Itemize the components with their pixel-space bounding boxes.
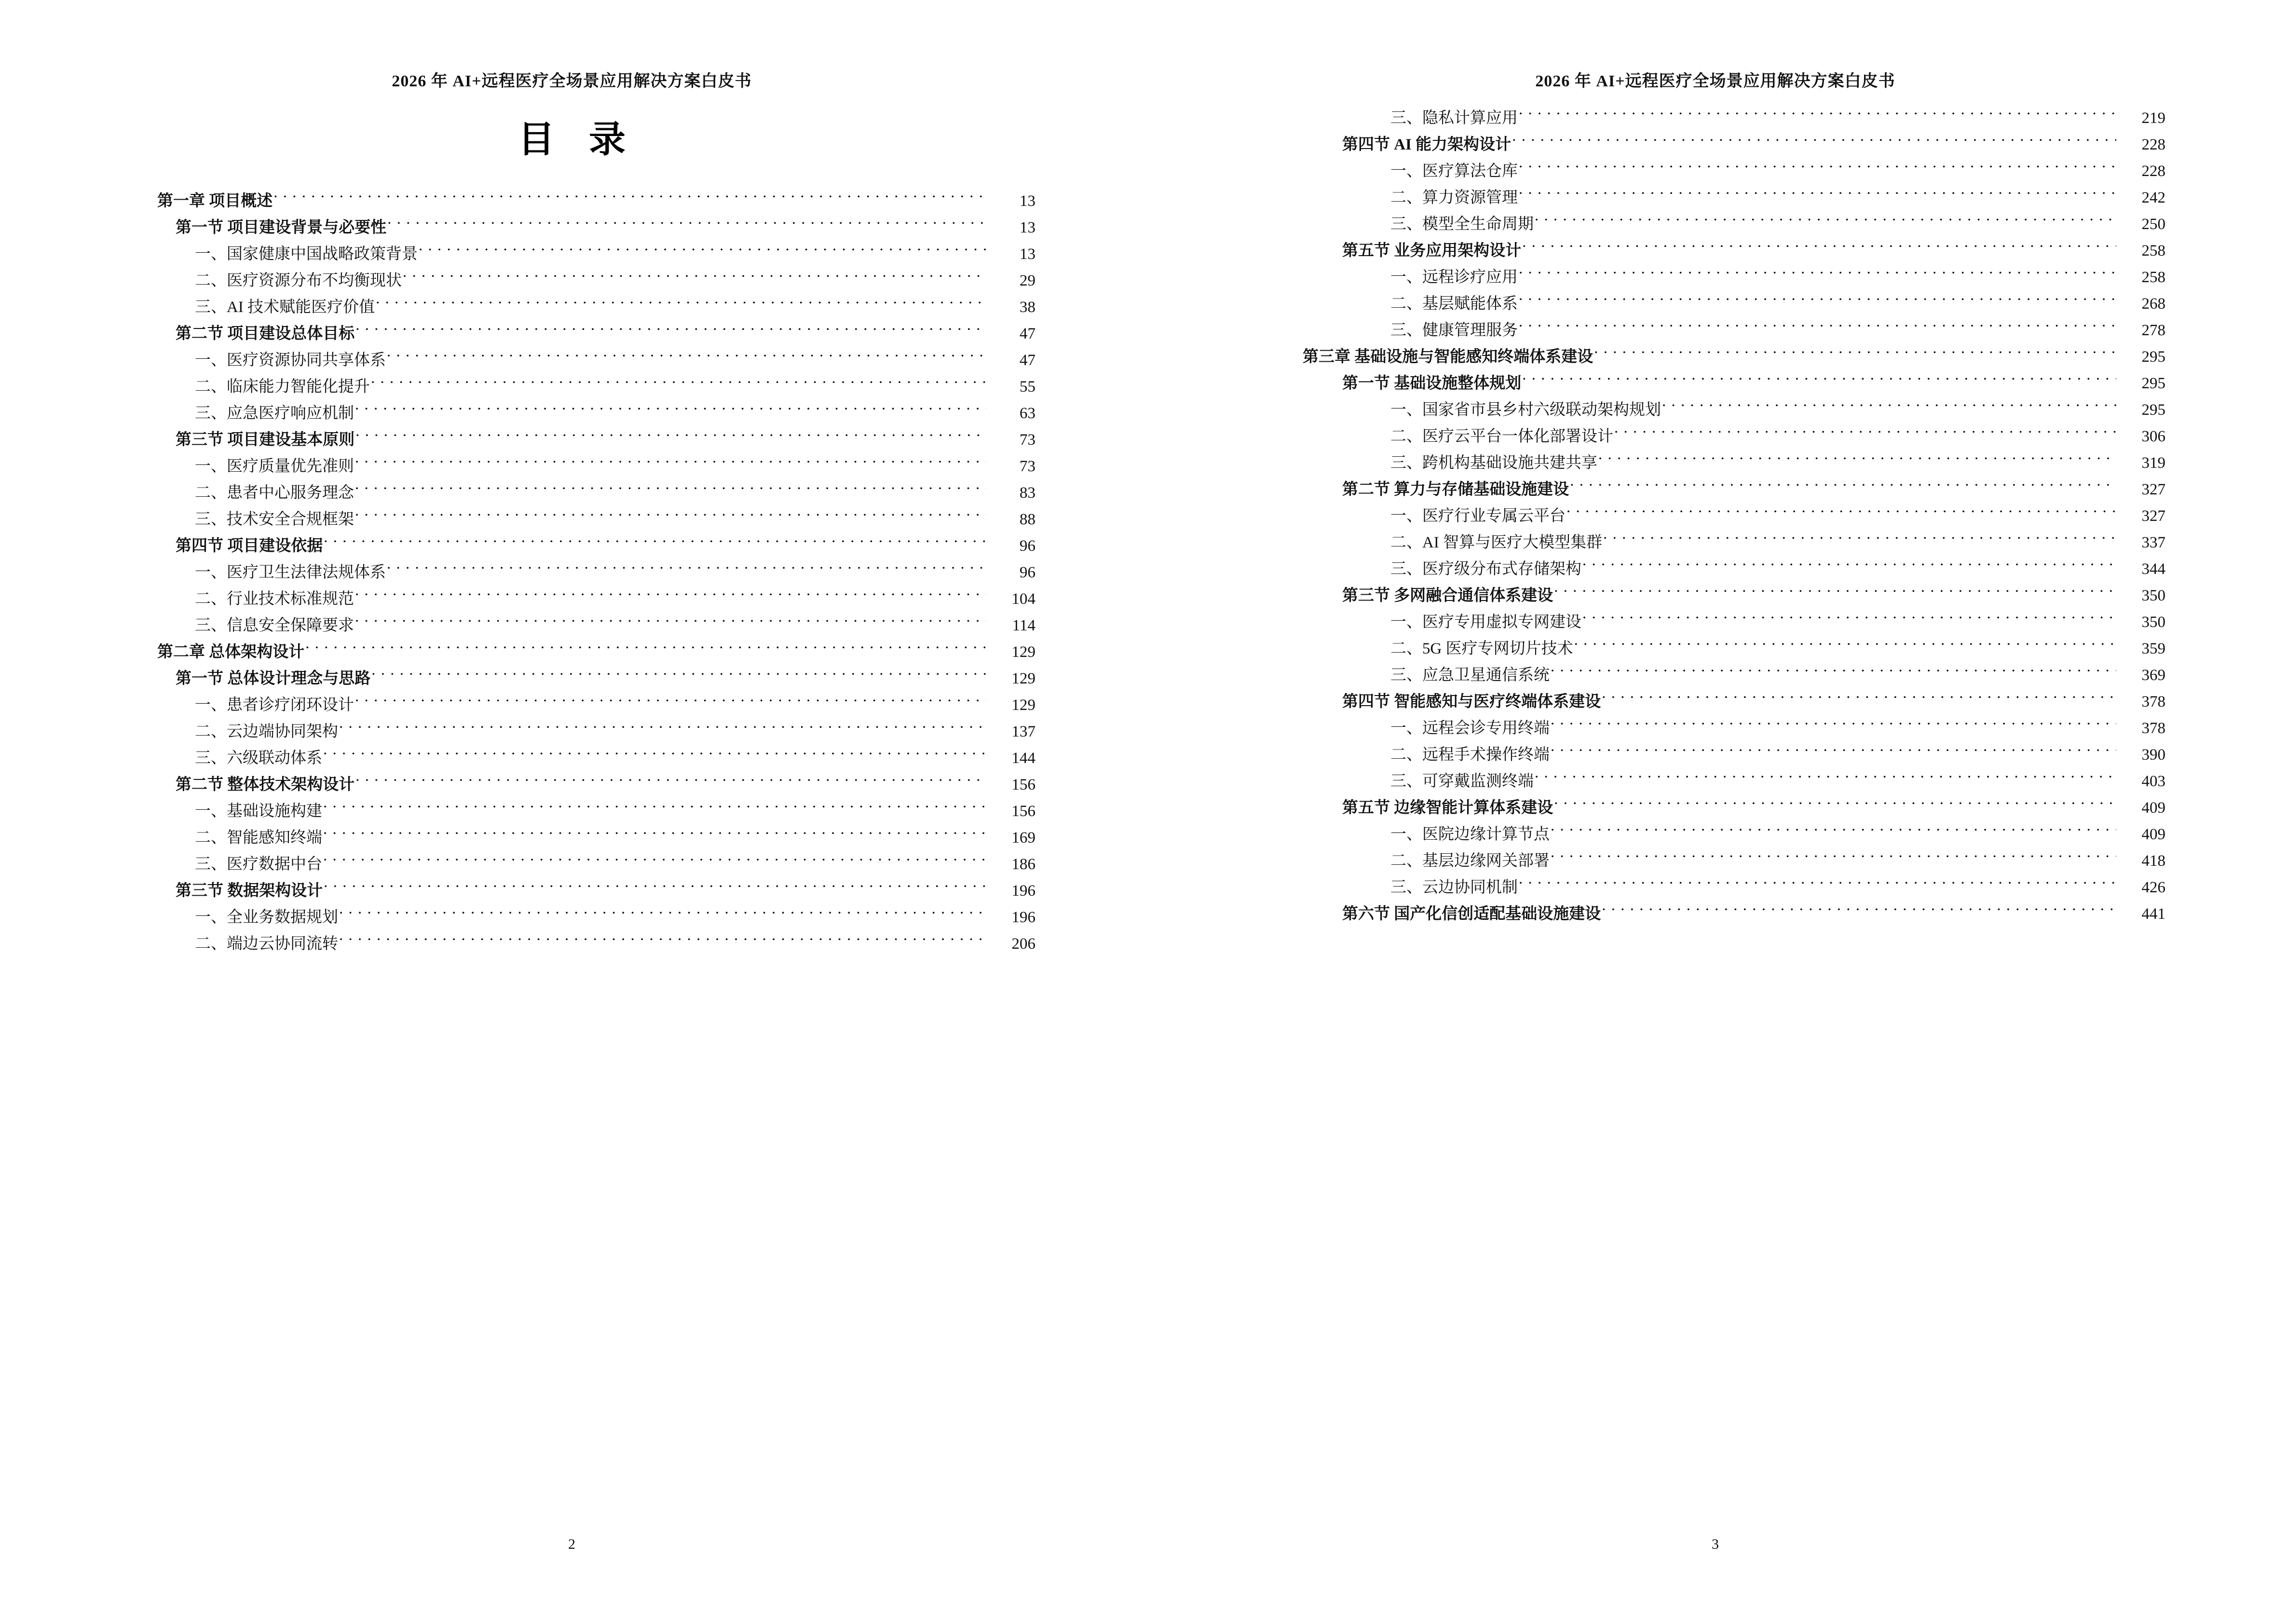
dot-leader — [355, 471, 986, 498]
toc-entry[interactable] — [1144, 760, 2287, 790]
toc-entry[interactable] — [1144, 150, 2287, 180]
dot-leader — [1512, 123, 2116, 150]
toc-entry[interactable] — [1144, 282, 2287, 313]
dot-leader — [1602, 892, 2116, 919]
toc-entry[interactable] — [1144, 680, 2287, 710]
toc-entry[interactable] — [1144, 654, 2287, 684]
toc-entry-page-number: 47 — [1020, 325, 1035, 342]
toc-entry-label: 二、医疗云平台一体化部署设计 — [1390, 428, 1613, 445]
toc-entry-page-number: 258 — [2141, 242, 2165, 259]
toc-entry[interactable] — [0, 445, 1144, 475]
toc-entry-page-number: 137 — [1011, 723, 1035, 740]
toc-entry-page-number: 390 — [2141, 746, 2165, 764]
toc-entry-label: 第四节 项目建设依据 — [176, 537, 323, 555]
dot-leader — [339, 896, 986, 922]
toc-entry[interactable] — [0, 339, 1144, 369]
dot-leader — [403, 259, 986, 286]
dot-leader — [1551, 839, 2116, 866]
toc-entry-label: 三、信息安全保障要求 — [195, 617, 354, 634]
dot-leader — [387, 206, 986, 232]
dot-leader — [1603, 521, 2116, 547]
toc-entry-label: 一、医疗专用虚拟专网建设 — [1390, 614, 1581, 631]
dot-leader — [1519, 150, 2116, 176]
toc-entry[interactable] — [1144, 441, 2287, 472]
dot-leader — [1519, 282, 2116, 309]
toc-entry-page-number: 13 — [1020, 192, 1035, 210]
toc-entry[interactable] — [0, 232, 1144, 263]
toc-entry-page-number: 29 — [1020, 272, 1035, 289]
toc-entry-page-number: 278 — [2141, 322, 2165, 339]
toc-entry-page-number: 327 — [2141, 507, 2165, 525]
dot-leader — [323, 843, 986, 869]
toc-entry-page-number: 156 — [1011, 776, 1035, 793]
toc-entry[interactable] — [1144, 468, 2287, 498]
dot-leader — [1519, 256, 2116, 282]
running-head: 2026 年 AI+远程医疗全场景应用解决方案白皮书 — [1535, 72, 1895, 90]
dot-leader — [355, 498, 986, 524]
toc-entry-label: 第一章 项目概述 — [157, 192, 273, 210]
dot-leader — [273, 179, 986, 206]
toc-entry-page-number: 409 — [2141, 826, 2165, 843]
toc-entry[interactable] — [1144, 786, 2287, 817]
toc-entry-page-number: 73 — [1020, 431, 1035, 449]
dot-leader — [1582, 547, 2116, 574]
toc-entry-page-number: 258 — [2141, 269, 2165, 286]
dot-leader — [1602, 680, 2116, 707]
toc-entry[interactable] — [1144, 335, 2287, 366]
toc-entry-page-number: 196 — [1011, 882, 1035, 900]
toc-entry-page-number: 295 — [2141, 401, 2165, 419]
toc-entry[interactable] — [0, 604, 1144, 634]
toc-entry-label: 三、医疗级分布式存储架构 — [1390, 560, 1581, 578]
toc-entry-page-number: 228 — [2141, 136, 2165, 153]
toc-entry-label: 第一节 总体设计理念与思路 — [176, 670, 371, 687]
folio-number: 2 — [568, 1536, 575, 1552]
toc-entry[interactable] — [1144, 600, 2287, 631]
toc-entry[interactable] — [0, 179, 1144, 210]
dot-leader — [1594, 335, 2116, 362]
toc-entry-page-number: 327 — [2141, 481, 2165, 498]
toc-entry-label: 三、六级联动体系 — [195, 750, 322, 767]
toc-entry[interactable] — [0, 869, 1144, 900]
toc-entry[interactable] — [0, 365, 1144, 396]
toc-entry-label: 三、AI 技术赋能医疗价值 — [195, 299, 375, 316]
toc-entry-page-number: 63 — [1020, 405, 1035, 422]
dot-leader — [355, 312, 986, 339]
toc-entry-label: 第六节 国产化信创适配基础设施建设 — [1342, 905, 1601, 923]
toc-entry[interactable] — [0, 312, 1144, 342]
toc-entry-label: 二、5G 医疗专网切片技术 — [1390, 640, 1573, 657]
toc-entry-page-number: 295 — [2141, 375, 2165, 392]
toc-entry-page-number: 350 — [2141, 614, 2165, 631]
toc-entry-label: 一、患者诊疗闭环设计 — [195, 696, 354, 714]
dot-leader — [1535, 760, 2116, 786]
toc-entry-label: 二、云边端协同架构 — [195, 723, 338, 740]
toc-entry[interactable] — [1144, 123, 2287, 153]
toc-entry-label: 第二节 项目建设总体目标 — [176, 325, 355, 342]
dot-leader — [323, 737, 986, 763]
toc-entry-page-number: 403 — [2141, 773, 2165, 790]
toc-entry-page-number: 144 — [1011, 750, 1035, 767]
toc-entry-page-number: 369 — [2141, 667, 2165, 684]
toc-entry[interactable] — [0, 577, 1144, 608]
toc-entry-page-number: 104 — [1011, 590, 1035, 608]
dot-leader — [323, 816, 986, 843]
toc-entry-page-number: 129 — [1011, 670, 1035, 687]
dot-leader — [355, 604, 986, 630]
toc-entry-label: 一、医疗卫生法律法规体系 — [195, 564, 386, 581]
toc-entry-label: 二、端边云协同流转 — [195, 935, 338, 953]
toc-entry-page-number: 96 — [1020, 564, 1035, 581]
dot-leader — [1535, 203, 2116, 229]
dot-leader — [339, 710, 986, 737]
dot-leader — [1574, 627, 2116, 654]
toc-entry[interactable] — [0, 922, 1144, 953]
dot-leader — [1566, 494, 2116, 521]
toc-list-left — [0, 179, 1144, 953]
toc-entry[interactable] — [1144, 839, 2287, 870]
toc-entry-label: 第四节 智能感知与医疗终端体系建设 — [1342, 693, 1601, 710]
toc-entry-page-number: 88 — [1020, 511, 1035, 528]
toc-entry-page-number: 129 — [1011, 643, 1035, 661]
toc-entry-page-number: 409 — [2141, 799, 2165, 817]
toc-entry-page-number: 47 — [1020, 352, 1035, 369]
toc-entry-label: 三、应急医疗响应机制 — [195, 405, 354, 422]
toc-entry[interactable] — [0, 392, 1144, 422]
page-right — [1144, 0, 2287, 1624]
running-head: 2026 年 AI+远程医疗全场景应用解决方案白皮书 — [392, 72, 752, 90]
toc-entry-label: 一、医院边缘计算节点 — [1390, 826, 1550, 843]
toc-entry-page-number: 344 — [2141, 560, 2165, 578]
dot-leader — [1551, 654, 2116, 680]
toc-entry[interactable] — [0, 471, 1144, 502]
toc-entry-label: 一、医疗行业专属云平台 — [1390, 507, 1566, 525]
toc-entry-label: 一、医疗质量优先准则 — [195, 458, 354, 475]
toc-entry[interactable] — [0, 896, 1144, 926]
toc-entry-label: 第二章 总体架构设计 — [157, 643, 305, 661]
folio-number: 3 — [1712, 1536, 1719, 1552]
toc-entry[interactable] — [0, 843, 1144, 873]
dot-leader — [376, 286, 986, 312]
toc-entry[interactable] — [0, 763, 1144, 793]
toc-entry-page-number: 359 — [2141, 640, 2165, 657]
dot-leader — [1522, 362, 2116, 388]
dot-leader — [305, 630, 986, 657]
toc-entry-page-number: 306 — [2141, 428, 2165, 445]
toc-entry-label: 二、医疗资源分布不均衡现状 — [195, 272, 402, 289]
toc-entry[interactable] — [1144, 892, 2287, 923]
dot-leader — [339, 922, 986, 949]
toc-entry-page-number: 55 — [1020, 378, 1035, 396]
toc-entry-label: 二、临床能力智能化提升 — [195, 378, 370, 396]
toc-entry-label: 二、AI 智算与医疗大模型集群 — [1390, 534, 1603, 551]
dot-leader — [324, 524, 986, 551]
toc-entry-label: 三、健康管理服务 — [1390, 322, 1518, 339]
dot-leader — [1519, 96, 2116, 123]
dot-leader — [323, 790, 986, 816]
toc-entry-page-number: 250 — [2141, 216, 2165, 233]
toc-entry-page-number: 350 — [2141, 587, 2165, 604]
toc-entry[interactable] — [0, 737, 1144, 767]
toc-entry-label: 一、远程会诊专用终端 — [1390, 720, 1550, 737]
toc-entry-page-number: 319 — [2141, 454, 2165, 472]
toc-entry[interactable] — [0, 816, 1144, 846]
toc-entry-label: 一、基础设施构建 — [195, 803, 322, 820]
toc-entry[interactable] — [0, 630, 1144, 661]
toc-entry[interactable] — [1144, 96, 2287, 127]
dot-leader — [1598, 441, 2116, 468]
dot-leader — [1662, 388, 2116, 415]
dot-leader — [1522, 229, 2116, 256]
toc-entry-page-number: 206 — [1011, 935, 1035, 953]
toc-entry[interactable] — [1144, 547, 2287, 578]
dot-leader — [419, 232, 986, 259]
toc-entry-label: 二、行业技术标准规范 — [195, 590, 354, 608]
toc-entry-label: 三、模型全生命周期 — [1390, 216, 1534, 233]
toc-entry-label: 一、国家健康中国战略政策背景 — [195, 246, 418, 263]
page-title: 目 录 — [518, 120, 638, 160]
toc-entry[interactable] — [1144, 309, 2287, 339]
toc-entry-page-number: 83 — [1020, 484, 1035, 502]
dot-leader — [387, 339, 986, 365]
toc-entry-page-number: 337 — [2141, 534, 2165, 551]
toc-entry[interactable] — [0, 418, 1144, 449]
toc-entry-label: 二、算力资源管理 — [1390, 189, 1518, 206]
dot-leader — [355, 577, 986, 604]
toc-entry-label: 一、国家省市县乡村六级联动架构规划 — [1390, 401, 1661, 419]
toc-entry-label: 一、全业务数据规划 — [195, 909, 338, 926]
dot-leader — [324, 869, 986, 896]
toc-entry-page-number: 441 — [2141, 905, 2165, 923]
dot-leader — [1551, 707, 2116, 733]
dot-leader — [1554, 786, 2116, 813]
toc-entry-page-number: 242 — [2141, 189, 2165, 206]
toc-entry-label: 二、远程手术操作终端 — [1390, 746, 1550, 764]
toc-entry[interactable] — [1144, 733, 2287, 764]
toc-entry[interactable] — [1144, 229, 2287, 259]
toc-entry-label: 三、医疗数据中台 — [195, 856, 322, 873]
toc-entry[interactable] — [0, 683, 1144, 714]
dot-leader — [355, 445, 986, 471]
toc-entry-label: 第三节 数据架构设计 — [176, 882, 323, 900]
toc-entry-page-number: 418 — [2141, 852, 2165, 870]
toc-entry-label: 二、基层赋能体系 — [1390, 295, 1518, 313]
toc-entry-page-number: 186 — [1011, 856, 1035, 873]
toc-entry-label: 三、跨机构基础设施共建共享 — [1390, 454, 1597, 472]
toc-entry[interactable] — [0, 524, 1144, 555]
dot-leader — [1519, 176, 2116, 203]
dot-leader — [1551, 813, 2116, 839]
toc-entry[interactable] — [1144, 866, 2287, 896]
toc-entry-label: 第三节 项目建设基本原则 — [176, 431, 355, 449]
toc-entry[interactable] — [0, 551, 1144, 581]
toc-entry-page-number: 13 — [1020, 246, 1035, 263]
dot-leader — [1519, 309, 2116, 335]
toc-entry[interactable] — [1144, 707, 2287, 737]
dot-leader — [355, 418, 986, 445]
toc-entry-label: 第三节 多网融合通信体系建设 — [1342, 587, 1553, 604]
toc-entry-page-number: 378 — [2141, 720, 2165, 737]
toc-entry-label: 第三章 基础设施与智能感知终端体系建设 — [1303, 348, 1593, 366]
toc-entry-page-number: 156 — [1011, 803, 1035, 820]
toc-entry-label: 三、云边协同机制 — [1390, 879, 1518, 896]
dot-leader — [1570, 468, 2116, 494]
dot-leader — [387, 551, 986, 577]
toc-entry-label: 第五节 边缘智能计算体系建设 — [1342, 799, 1553, 817]
dot-leader — [355, 683, 986, 710]
toc-list-right — [1144, 96, 2287, 923]
toc-entry[interactable] — [0, 790, 1144, 820]
dot-leader — [1582, 600, 2116, 627]
toc-entry-page-number: 73 — [1020, 458, 1035, 475]
dot-leader — [355, 392, 986, 418]
toc-entry-label: 三、可穿戴监测终端 — [1390, 773, 1534, 790]
toc-entry-label: 第二节 算力与存储基础设施建设 — [1342, 481, 1569, 498]
toc-entry[interactable] — [1144, 256, 2287, 286]
toc-entry-page-number: 196 — [1011, 909, 1035, 926]
toc-entry-page-number: 268 — [2141, 295, 2165, 313]
toc-entry-label: 二、基层边缘网关部署 — [1390, 852, 1550, 870]
dot-leader — [355, 763, 986, 790]
dot-leader — [1519, 866, 2116, 892]
toc-entry-label: 三、应急卫星通信系统 — [1390, 667, 1550, 684]
toc-entry-page-number: 169 — [1011, 829, 1035, 846]
toc-entry[interactable] — [0, 498, 1144, 528]
dot-leader — [371, 657, 986, 683]
toc-entry-page-number: 129 — [1011, 696, 1035, 714]
toc-entry-page-number: 13 — [1020, 219, 1035, 236]
toc-entry[interactable] — [1144, 203, 2287, 233]
toc-entry-page-number: 219 — [2141, 109, 2165, 127]
toc-entry-label: 第一节 基础设施整体规划 — [1342, 375, 1522, 392]
toc-entry-page-number: 426 — [2141, 879, 2165, 896]
toc-entry-label: 第五节 业务应用架构设计 — [1342, 242, 1522, 259]
toc-entry-label: 二、智能感知终端 — [195, 829, 322, 846]
toc-entry-label: 三、技术安全合规框架 — [195, 511, 354, 528]
toc-entry[interactable] — [1144, 494, 2287, 525]
toc-entry-page-number: 295 — [2141, 348, 2165, 366]
toc-entry[interactable] — [1144, 574, 2287, 604]
toc-entry-page-number: 96 — [1020, 537, 1035, 555]
toc-entry[interactable] — [1144, 627, 2287, 657]
toc-entry-page-number: 38 — [1020, 299, 1035, 316]
toc-entry-label: 第一节 项目建设背景与必要性 — [176, 219, 387, 236]
toc-entry-label: 一、远程诊疗应用 — [1390, 269, 1518, 286]
toc-entry[interactable] — [1144, 521, 2287, 551]
dot-leader — [371, 365, 986, 392]
toc-entry[interactable] — [1144, 388, 2287, 419]
toc-entry-page-number: 228 — [2141, 163, 2165, 180]
toc-entry-label: 第二节 整体技术架构设计 — [176, 776, 355, 793]
toc-entry-page-number: 378 — [2141, 693, 2165, 710]
dot-leader — [1614, 415, 2116, 441]
toc-entry-label: 一、医疗资源协同共享体系 — [195, 352, 386, 369]
dot-leader — [1554, 574, 2116, 600]
toc-entry-label: 一、医疗算法仓库 — [1390, 163, 1518, 180]
toc-entry-label: 二、患者中心服务理念 — [195, 484, 354, 502]
toc-entry-label: 第四节 AI 能力架构设计 — [1342, 136, 1511, 153]
toc-entry-page-number: 114 — [1012, 617, 1035, 634]
toc-entry[interactable] — [1144, 176, 2287, 206]
toc-entry[interactable] — [0, 710, 1144, 740]
toc-entry[interactable] — [0, 286, 1144, 316]
toc-entry-label: 三、隐私计算应用 — [1390, 109, 1518, 127]
toc-entry[interactable] — [0, 259, 1144, 289]
toc-entry[interactable] — [1144, 415, 2287, 445]
toc-entry[interactable] — [1144, 813, 2287, 843]
dot-leader — [1551, 733, 2116, 760]
